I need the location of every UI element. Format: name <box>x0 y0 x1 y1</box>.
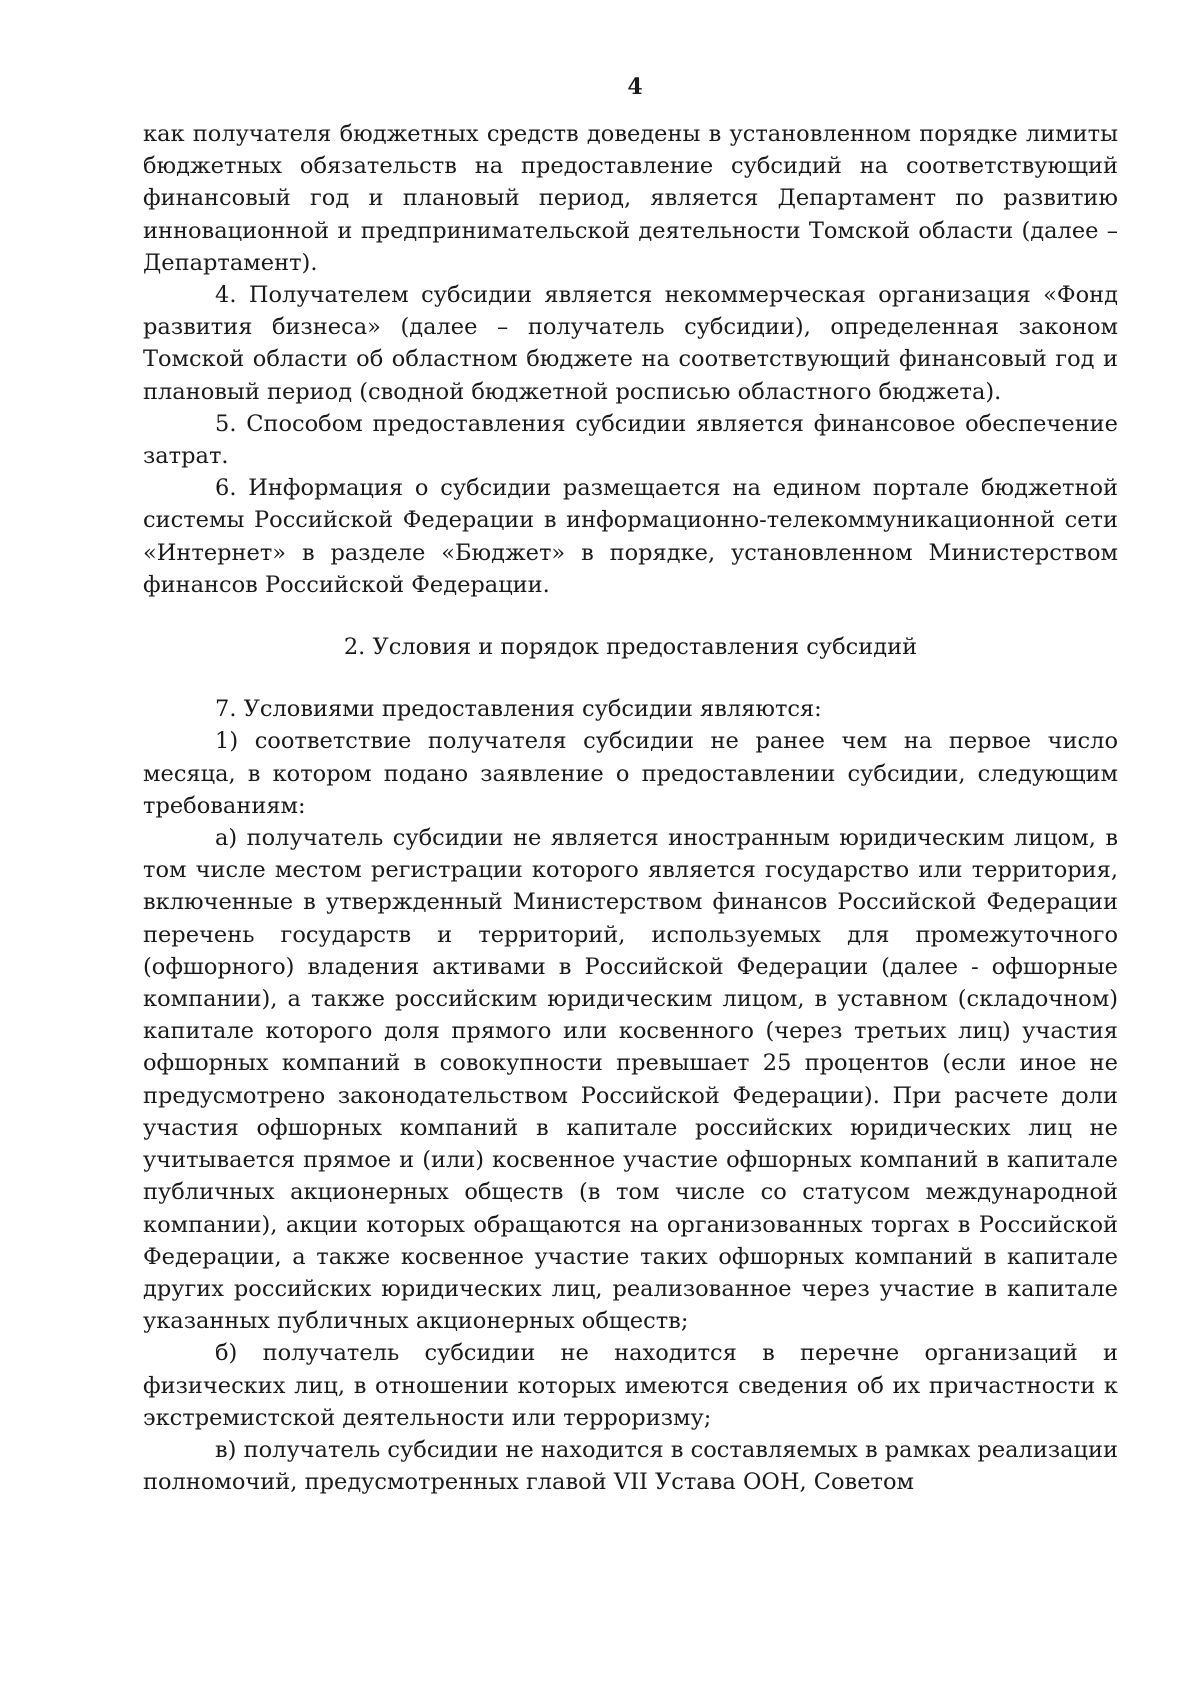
page-number: 4 <box>627 74 643 100</box>
paragraph-item-6: 6. Информация о субсидии размещается на едином портале бюджетной системы Российской Федерации в информационно-телекоммуникационной сети «Интернет» в разделе «Бюджет» в порядке, установленном Министерством финансов Российской Федерации. <box>143 475 1118 598</box>
document-body <box>143 118 1118 1498</box>
paragraph-subitem-v: в) получатель субсидии не находится в составляемых в рамках реализации полномочий, предусмотренных главой VII Устава ООН, Советом <box>143 1436 1118 1496</box>
section-heading: 2. Условия и порядок предоставления субсидий <box>343 634 918 661</box>
paragraph-item-4: 4. Получателем субсидии является некоммерческая организация «Фонд развития бизнеса» (далее – получатель субсидии), определенная законом Томской области об областном бюджете на соответствующий финансовый год и плановый период (сводной бюджетной росписью областного бюджета). <box>143 282 1118 405</box>
paragraph-item-5: 5. Способом предоставления субсидии является финансовое обеспечение затрат. <box>143 410 1118 470</box>
paragraph-subitem-b: б) получатель субсидии не находится в перечне организаций и физических лиц, в отношении которых имеются сведения об их причастности к экстремистской деятельности или терроризму; <box>143 1340 1118 1431</box>
paragraph-subitem-1: 1) соответствие получателя субсидии не ранее чем на первое число месяца, в котором подано заявление о предоставлении субсидии, следующим требованиям: <box>143 728 1118 819</box>
paragraph-subitem-a: а) получатель субсидии не является иностранным юридическим лицом, в том числе местом регистрации которого является государство или территория, включенные в утвержденный Министерством финансов Российской Федерации перечень государств и территорий, используемых для промежуточного (офшорного) владения активами в Российской Федерации (далее - офшорные компании), а также российским юридическим лицом, в уставном (складочном) капитале которого доля прямого или косвенного (через третьих лиц) участия офшорных компаний в совокупности превышает 25 процентов (если иное не предусмотрено законодательством Российской Федерации). При расчете доли участия офшорных компаний в капитале российских юридических лиц не учитывается прямое и (или) косвенное участие офшорных компаний в капитале публичных акционерных обществ (в том числе со статусом международной компании), акции которых обращаются на организованных торгах в Российской Федерации, а также косвенное участие таких офшорных компаний в капитале других российских юридических лиц, реализованное через участие в капитале указанных публичных акционерных обществ; <box>143 825 1118 1335</box>
paragraph-item-7: 7. Условиями предоставления субсидии являются: <box>215 696 822 723</box>
paragraph-continuation: как получателя бюджетных средств доведены в установленном порядке лимиты бюджетных обязательств на предоставление субсидий на соответствующий финансовый год и плановый период, является Департамент по развитию инновационной и предпринимательской деятельности Томской области (далее – Департамент). <box>143 121 1118 276</box>
